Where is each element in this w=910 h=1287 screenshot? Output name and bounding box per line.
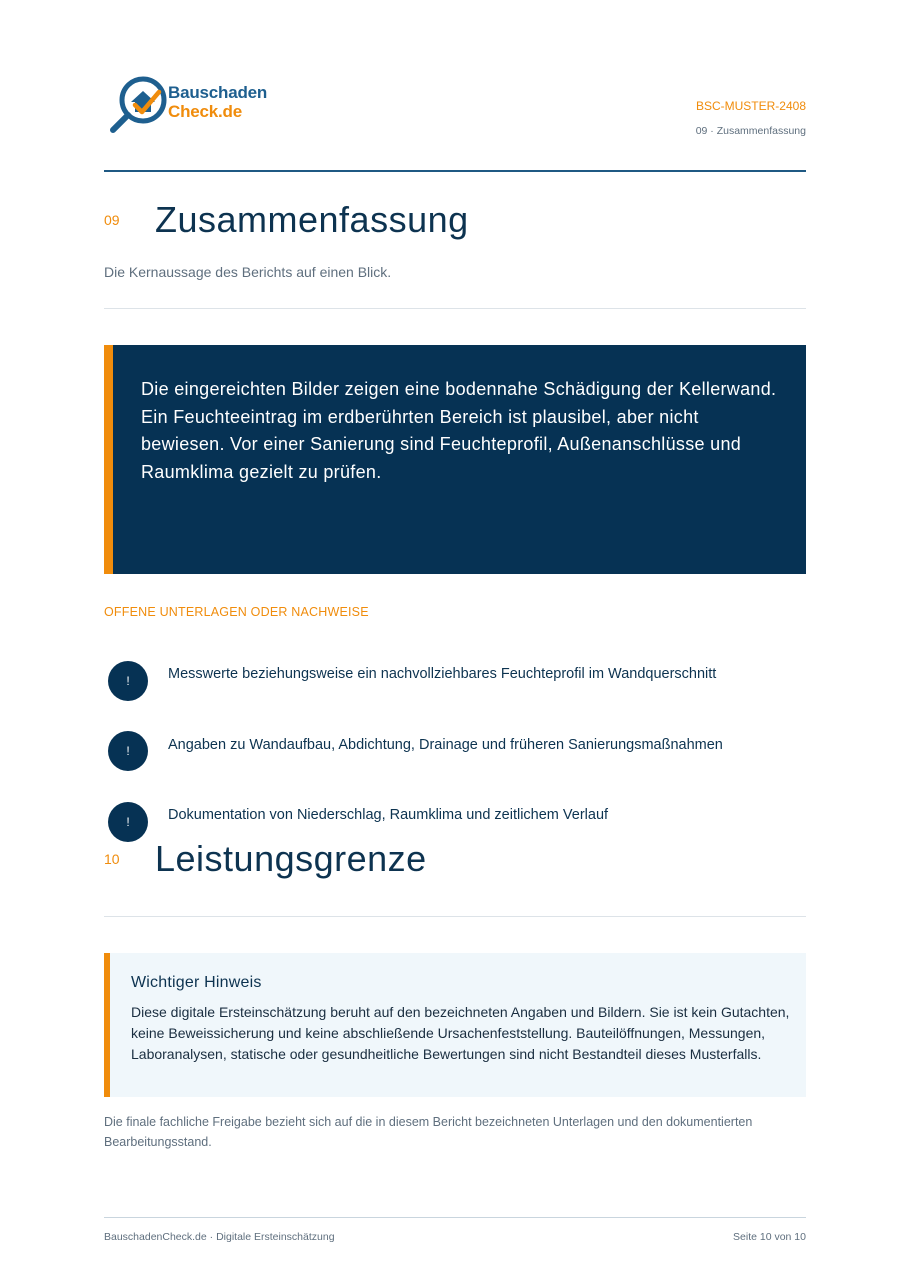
open-item-text: Angaben zu Wandaufbau, Abdichtung, Drainage und früheren Sanierungsmaßnahmen (168, 737, 723, 753)
logo-line-1: Bauschaden (168, 83, 268, 102)
magnifier-house-icon (107, 72, 171, 136)
summary-text: Die eingereichten Bilder zeigen eine bodennahe Schädigung der Kellerwand. Ein Feuchteeintrag im erdberührten Bereich ist plausibel, aber nicht bewiesen. Vor einer Sanierung sind Feuchteprofil, Außenanschlüsse und Raumklima gezielt zu prüfen. (141, 379, 777, 482)
section-title: Leistungsgrenze (155, 838, 427, 879)
exclamation-icon: ! (108, 661, 148, 701)
notice-body: Diese digitale Ersteinschätzung beruht auf den bezeichneten Angaben und Bildern. Sie ist kein Gutachten, keine Beweissicherung und keine abschließende Ursachenfeststellung. Bauteilöffnungen, Messungen, Laboranalysen, statische oder gesundheitliche Bewertungen sind nicht Bestandteil dieses Musterfalls. (131, 1004, 790, 1062)
notice-box (104, 953, 806, 1097)
section-title: Zusammenfassung (155, 199, 469, 240)
section-lead: Die Kernaussage des Berichts auf einen Blick. (104, 264, 392, 280)
header-divider (104, 170, 806, 172)
section-reference: 09 · Zusammenfassung (695, 125, 806, 137)
open-items-label: OFFENE UNTERLAGEN ODER NACHWEISE (104, 605, 369, 619)
divider (104, 308, 806, 309)
exclamation-icon: ! (108, 802, 148, 842)
final-note: Die finale fachliche Freigabe bezieht sich auf die in diesem Bericht bezeichneten Unterlagen und den dokumentierten Bearbeitungsstand. (104, 1115, 753, 1149)
footer-divider (104, 1217, 806, 1218)
divider (104, 916, 806, 917)
page-number: Seite 10 von 10 (733, 1231, 806, 1243)
logo-line-2: Check.de (168, 102, 242, 121)
logo-wordmark (168, 83, 267, 121)
open-item-text: Messwerte beziehungsweise ein nachvollziehbares Feuchteprofil im Wandquerschnitt (168, 666, 717, 682)
summary-callout (104, 345, 806, 574)
notice-title: Wichtiger Hinweis (131, 974, 262, 991)
document-id: BSC-MUSTER-2408 (695, 99, 806, 113)
callout-accent-bar (104, 345, 113, 574)
section-number: 10 (104, 851, 120, 867)
footer-brand: BauschadenCheck.de · Digitale Ersteinschätzung (104, 1231, 335, 1243)
section-number: 09 (104, 212, 120, 228)
notice-accent-bar (104, 953, 110, 1097)
exclamation-icon: ! (108, 731, 148, 771)
open-item-text: Dokumentation von Niederschlag, Raumklima und zeitlichem Verlauf (168, 807, 609, 823)
